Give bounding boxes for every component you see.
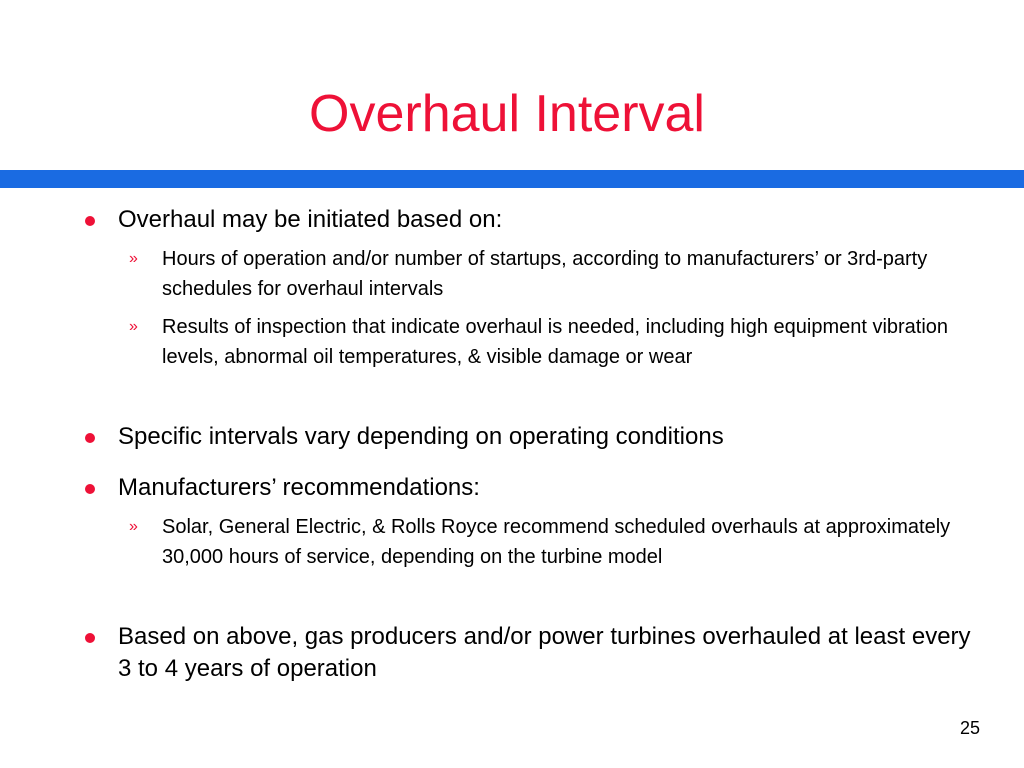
bullet-marker-icon <box>85 216 95 226</box>
bullet-item <box>118 472 978 504</box>
sub-bullet-text: Hours of operation and/or number of startups, according to manufacturers’ or 3rd-party schedules for overhaul intervals <box>162 248 928 300</box>
slide-title: Overhaul Interval <box>309 85 705 143</box>
sub-bullet-text: Results of inspection that indicate overhaul is needed, including high equipment vibration levels, abnormal oil temperatures, & visible damage or wear <box>162 316 949 368</box>
sub-bullet-marker-icon: » <box>129 518 138 535</box>
bullet-text: Manufacturers’ recommendations: <box>118 474 480 501</box>
sub-bullet-marker-icon: » <box>129 250 138 267</box>
sub-bullet-marker-icon: » <box>129 318 138 335</box>
bullet-item <box>118 204 978 236</box>
bullet-item <box>118 421 978 453</box>
sub-bullet-item <box>129 512 982 572</box>
bullet-text: Specific intervals vary depending on operating conditions <box>118 423 724 450</box>
bullet-text: Based on above, gas producers and/or power turbines overhauled at least every 3 to 4 years of operation <box>118 623 971 682</box>
sub-bullet-item <box>129 244 982 304</box>
bullet-marker-icon <box>85 484 95 494</box>
page-number: 25 <box>959 718 980 738</box>
bullet-marker-icon <box>85 633 95 643</box>
sub-bullet-item <box>129 312 982 372</box>
bullet-text: Overhaul may be initiated based on: <box>118 206 503 233</box>
bullet-item <box>118 621 978 685</box>
sub-bullet-text: Solar, General Electric, & Rolls Royce recommend scheduled overhauls at approximately 30,000 hours of service, depending on the turbine model <box>162 516 951 568</box>
bullet-marker-icon <box>85 433 95 443</box>
